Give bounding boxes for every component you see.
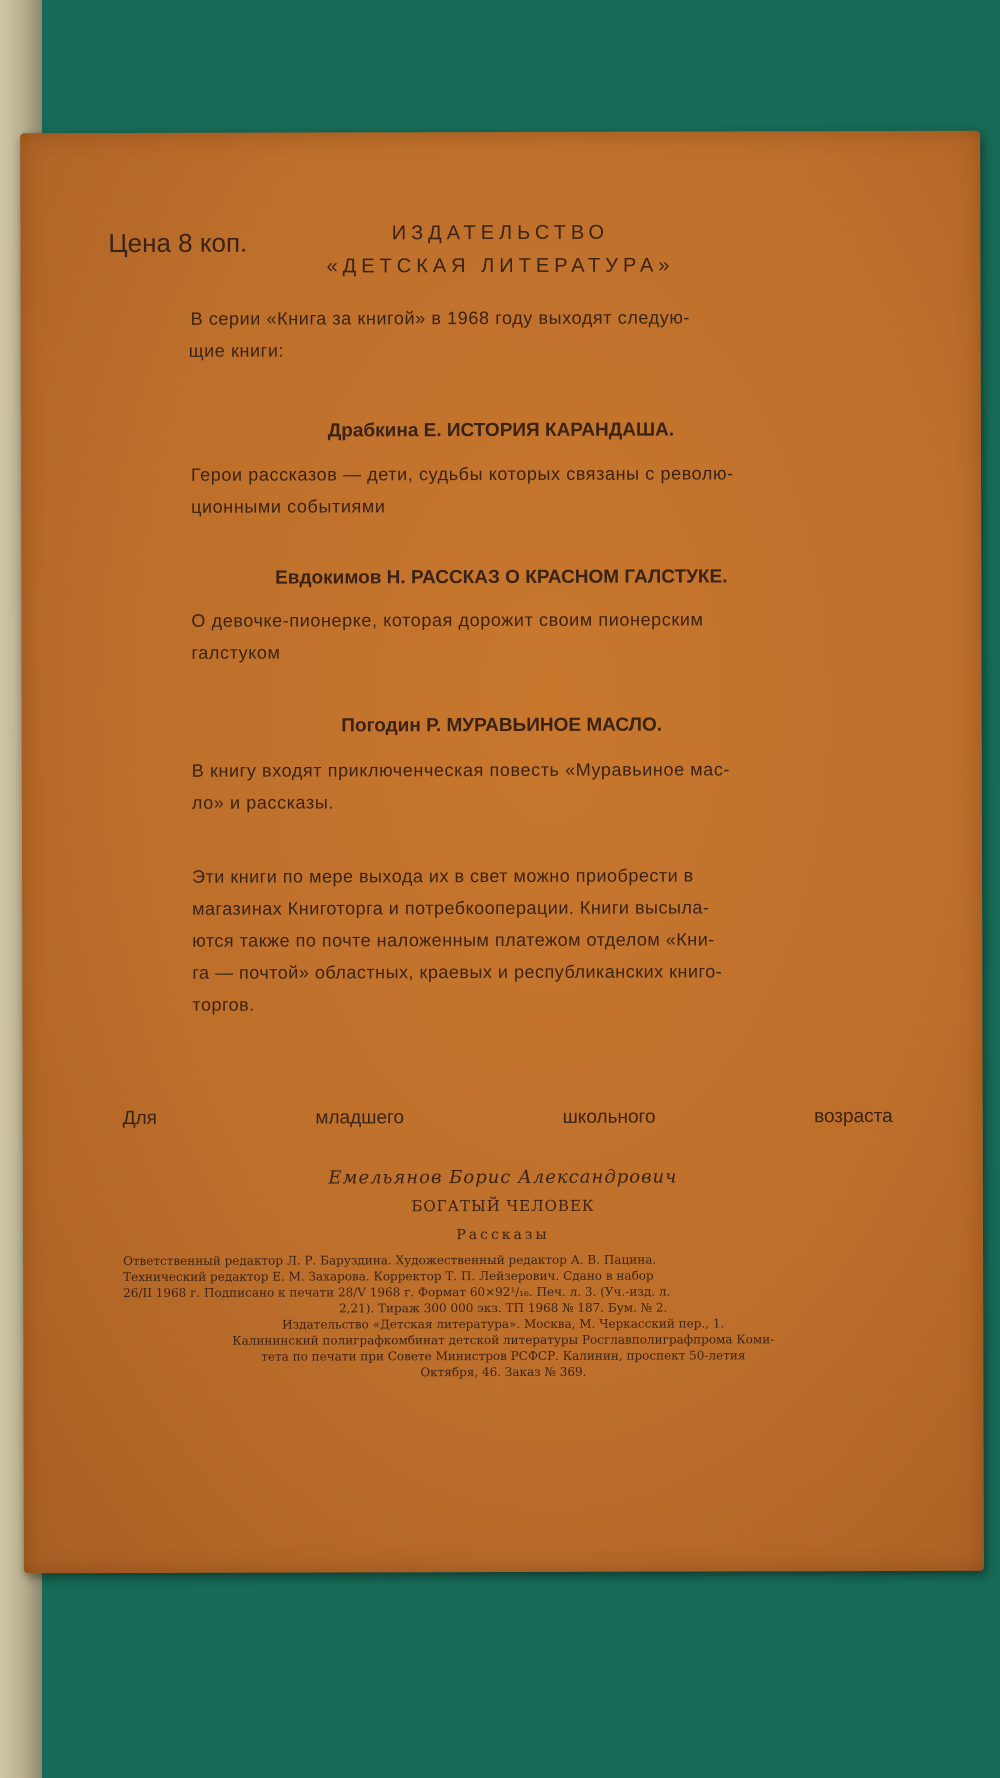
ordering-line: га — почтой» областных, краевых и республиканских книго- — [192, 961, 723, 983]
book-desc-3-line-1: В книгу входят приключенческая повесть «Муравьиное мас- — [191, 759, 731, 781]
imprint-line: Калининский полиграфкомбинат детской литературы Росглавполиграфпрома Коми- — [232, 1332, 775, 1348]
book-title-2: Евдокимов Н. РАССКАЗ О КРАСНОМ ГАЛСТУКЕ. — [275, 566, 728, 589]
book-desc-2-line-2: галстуком — [191, 642, 281, 663]
ordering-info — [192, 859, 842, 1021]
imprint-line: Ответственный редактор Л. Р. Баруздина. Художественный редактор А. В. Пацина. — [123, 1252, 657, 1268]
audience-word: Для — [122, 1107, 157, 1129]
imprint-line: Октября, 46. Заказ № 369. — [420, 1364, 587, 1380]
price-label: Цена 8 коп. — [108, 227, 248, 259]
book-desc-3-line-2: ло» и рассказы. — [191, 792, 334, 813]
author-name: Емельянов Борис Александрович — [328, 1166, 678, 1189]
book-title: БОГАТЫЙ ЧЕЛОВЕК — [411, 1196, 595, 1216]
book-desc-2-line-1: О девочке-пионерке, которая дорожит своим пионерским — [191, 609, 704, 631]
ordering-line: магазинах Книготорга и потребкооперации. Книги высыла- — [192, 897, 710, 919]
book-title-3: Погодин Р. МУРАВЬИНОЕ МАСЛО. — [341, 714, 663, 737]
audience-word: школьного — [562, 1106, 656, 1128]
imprint-line: Технический редактор Е. М. Захарова. Корректор Т. П. Лейзерович. Сдано в набор — [123, 1268, 654, 1284]
imprint-line: 26/II 1968 г. Подписано к печати 28/V 1968 г. Формат 60×92¹/₁₆. Печ. л. 3. (Уч.-изд. л. — [123, 1284, 671, 1300]
audience-word: возраста — [814, 1105, 893, 1128]
ordering-line: торгов. — [192, 994, 255, 1015]
intro-text-line-2: щие книги: — [188, 340, 285, 361]
intro-text-line-1: В серии «Книга за книгой» в 1968 году выходят следую- — [190, 307, 691, 329]
audience-word: младшего — [315, 1107, 405, 1129]
ordering-line: ются также по почте наложенным платежом отделом «Кни- — [192, 929, 715, 951]
imprint-line: тета по печати при Совете Министров РСФСР. Калинин, проспект 50-летия — [261, 1348, 746, 1364]
publisher-line-1: ИЗДАТЕЛЬСТВО — [391, 221, 610, 245]
publisher-line-2: «ДЕТСКАЯ ЛИТЕРАТУРА» — [326, 254, 675, 278]
genre-label: Рассказы — [456, 1226, 550, 1244]
imprint-line: 2,21). Тираж 300 000 экз. ТП 1968 № 187. Бум. № 2. — [338, 1300, 668, 1316]
audience-label — [123, 1106, 893, 1130]
imprint-line: Издательство «Детская литература». Москва, М. Черкасский пер., 1. — [282, 1316, 725, 1332]
book-desc-1-line-2: ционными событиями — [191, 496, 386, 517]
book-back-cover — [20, 131, 984, 1574]
ordering-line: Эти книги по мере выхода их в свет можно приобрести в — [192, 865, 694, 887]
book-title-1: Драбкина Е. ИСТОРИЯ КАРАНДАША. — [327, 419, 675, 442]
book-desc-1-line-1: Герои рассказов — дети, судьбы которых связаны с револю- — [190, 463, 734, 485]
imprint-block — [123, 1251, 883, 1381]
